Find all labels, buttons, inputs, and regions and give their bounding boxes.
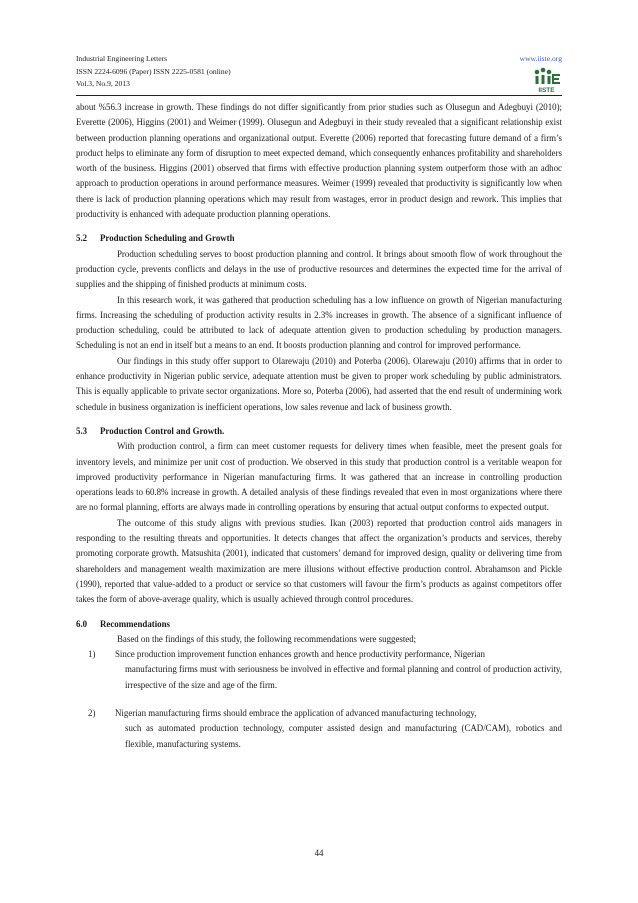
article-body (76, 100, 562, 752)
recommendation-continuation: manufacturing firms must with seriousness be involved in effective and formal planning and control of production activity, irrespective of the size and age of the firm. (125, 664, 562, 690)
section-6-0-heading (76, 617, 562, 632)
running-header (76, 53, 562, 91)
section-5-3-heading (76, 424, 562, 439)
journal-name: Industrial Engineering Letters (76, 54, 168, 63)
journal-volume: Vol.3, No.9, 2013 (76, 79, 130, 88)
page-number: 44 (314, 848, 324, 858)
section-5-2-heading (76, 231, 562, 246)
section-title: Production Control and Growth. (100, 425, 225, 436)
journal-url-link[interactable]: www.iiste.org (519, 54, 562, 63)
iiste-logo (531, 66, 562, 94)
recommendation-item (76, 706, 562, 752)
recommendation-number: 1) (88, 649, 96, 660)
section-title: Recommendations (100, 618, 171, 629)
recommendation-first-line: Since production improvement function enhances growth and hence productivity performance, Nigerian (115, 649, 485, 660)
section-title: Production Scheduling and Growth (100, 233, 235, 244)
paragraph: Production scheduling serves to boost production planning and control. It brings about smooth flow of work throughout the production cycle, prevents conflicts and delays in the use of productive resources and determines the expected time for the arrival of supplies and the shipping of finished products at minimum costs. (76, 248, 562, 290)
recommendation-continuation: such as automated production technology, computer assisted design and manufacturing (CAD/CAM), robotics and flexible, manufacturing systems. (125, 723, 562, 749)
paragraph: In this research work, it was gathered that production scheduling has a low influence on growth of Nigerian manufacturing firms. Increasing the scheduling of production activity results in 2.3% increases in growth. The absence of a significant influence of production scheduling, could be attributed to lack of adequate attention given to production scheduling by production managers. Scheduling is not an end in itself but a means to an end. It boosts production planning and control for improved performance. (76, 294, 562, 351)
recommendation-text (115, 647, 562, 662)
intro-paragraph: about %56.3 increase in growth. These findings do not differ significantly from prior studies such as Olusegun and Adegbuyi (2010); Everette (2006), Higgins (2001) and Weimer (1999). Olusegun and Adegbuyi in their study revealed that a significant relationship exist between production planning operations and organizational output. Everette (2006) reported that forecasting future demand of a firm’s product helps to eliminate any form of disruption to meet expected demand, which consequently enhances profitability and shareholders worth of the business. Higgins (2001) observed that firms with effective production planning system outperform those with an adhoc approach to production operations in around performance measures. Weimer (1999) revealed that productivity is significantly low when there is lack of production planning operations which may result from wastages, error in product design and rework. This implies that productivity is enhanced with adequate production planning operations. (76, 102, 562, 220)
recommendation-first-line: Nigerian manufacturing firms should embrace the application of advanced manufacturing technology, (115, 707, 477, 718)
section-number: 5.2 (76, 233, 88, 244)
section-number: 6.0 (76, 618, 88, 629)
journal-issn: ISSN 2224-6096 (Paper) ISSN 2225-0581 (online) (76, 66, 231, 76)
header-divider (76, 95, 562, 96)
recommendation-number: 2) (88, 707, 96, 718)
paragraph: With production control, a firm can meet customer requests for delivery times when feasible, meet the present goals for inventory levels, and minimize per unit cost of production. We observed in this study that production control is a veritable weapon for improved productivity performance in Nigerian manufacturing firms. It was gathered that an increase in controlling production operations leads to 60.8% increase in growth. A detailed analysis of these findings revealed that even in most organizations where there are no formal planning, efforts are always made in controlling operations by ensuring that actual output conforms to expected output. (76, 441, 562, 513)
recommendation-item (76, 647, 562, 693)
recommendation-text (115, 706, 562, 721)
section-number: 5.3 (76, 425, 88, 436)
recommendations-intro: Based on the findings of this study, the following recommendations were suggested; (117, 633, 417, 644)
paragraph: The outcome of this study aligns with previous studies. Ikan (2003) reported that production control aids managers in responding to the resulting threats and opportunities. It detects changes that affect the organization’s products and services, thereby promoting corporate growth. Matsushita (2001), indicated that customers’ demand for improved design, quality or delivering time from shareholders and management wealth maximization are mere illusions without effective production control. Abrahamson and Pickle (1990), reported that value-added to a product or service so that customers will favour the firm’s products as against competitors offer takes the form of above-average quality, which is usually achieved through control procedures. (76, 517, 562, 605)
paragraph: Our findings in this study offer support to Olarewaju (2010) and Poterba (2006). Olarewaju (2010) affirms that in order to enhance productivity in Nigerian public service, adequate attention must be given to proper work scheduling by public administrators. This is equally applicable to private sector organizations. More so, Poterba (2006), had asserted that the end result of undermining work schedule in business organization is inefficient operations, low sales revenue and lack of business growth. (76, 355, 562, 412)
logo-text: IISTE (538, 87, 555, 94)
